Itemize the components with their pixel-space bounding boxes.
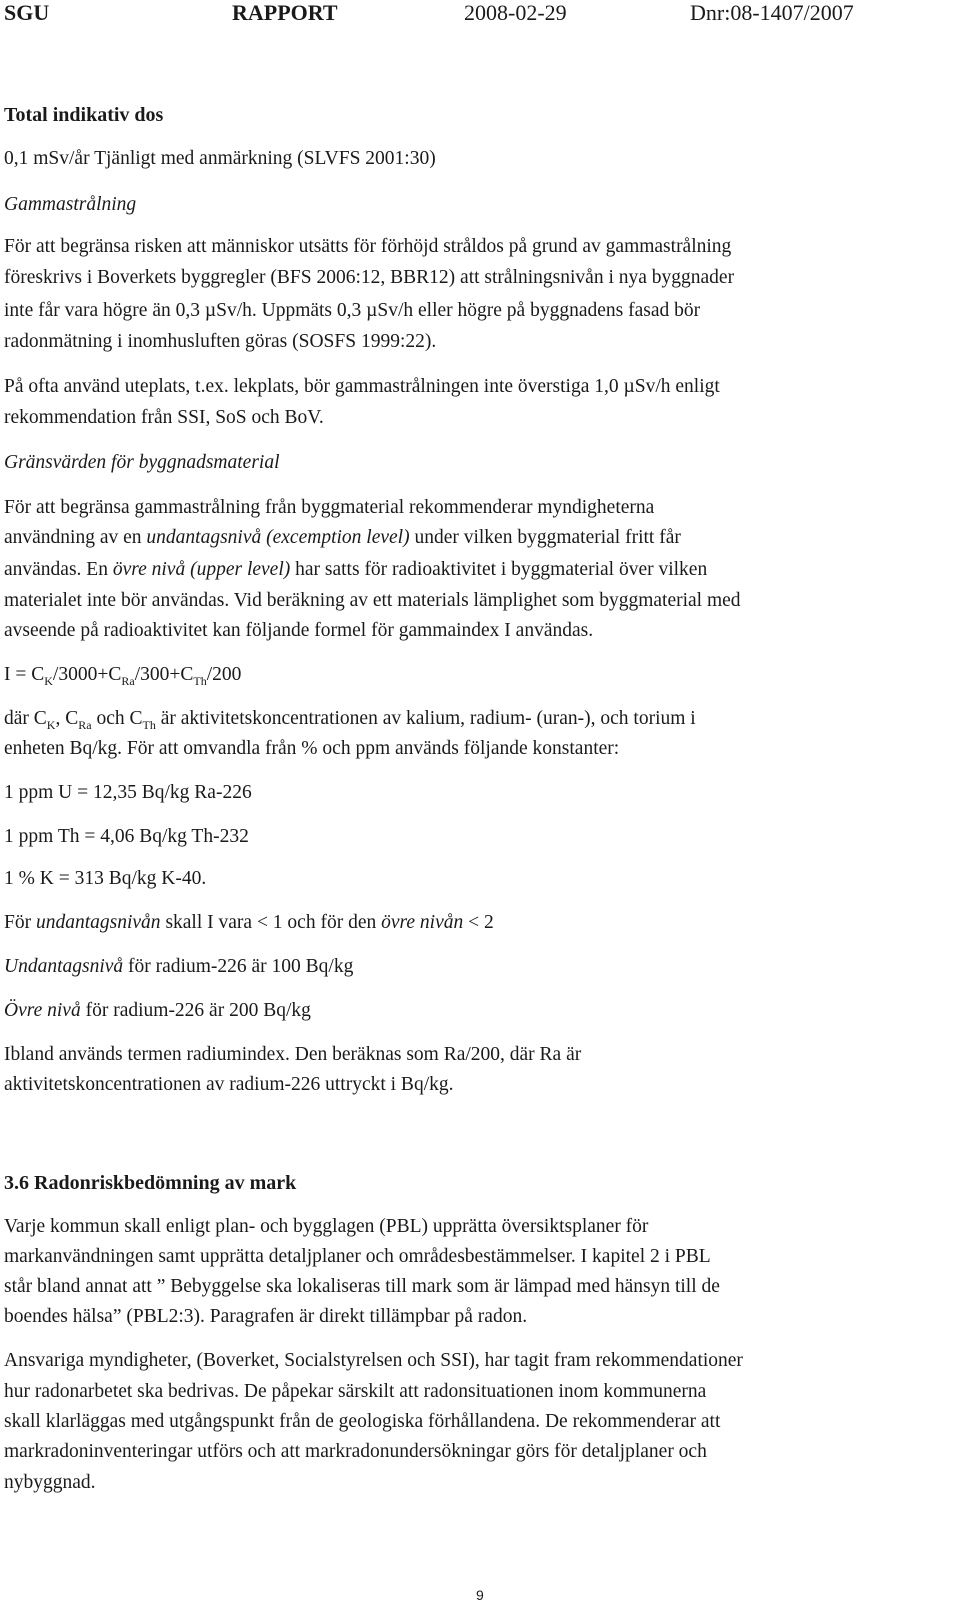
- gamma-p1-line2: föreskrivs i Boverkets byggregler (BFS 2006:12, BBR12) att strålningsnivån i nya byggnader: [4, 267, 735, 288]
- subheading-limits: Gränsvärden för byggnadsmaterial: [4, 452, 280, 473]
- page-number: 9: [476, 1587, 484, 1603]
- constant-thorium: 1 ppm Th = 4,06 Bq/kg Th-232: [4, 826, 249, 847]
- header-dnr: Dnr:08-1407/2007: [690, 0, 854, 25]
- sec36-p1-line1: Varje kommun skall enligt plan- och bygglagen (PBL) upprätta översiktsplaner för: [4, 1216, 649, 1237]
- formula-explanation-line1: där $C_K$, $C_{Ra}$ och $C_{Th}$ är aktivitetskoncentrationen av kalium, radium- (uran-), och torium i: [4, 708, 696, 732]
- total-dose-line: 0,1 mSv/år Tjänligt med anmärkning (SLVFS 2001:30): [4, 148, 436, 169]
- page-header: [0, 0, 960, 30]
- radium-index-line2: aktivitetskoncentrationen av radium-226 uttryckt i Bq/kg.: [4, 1074, 454, 1095]
- limits-line1: För att begränsa gammastrålning från byggmaterial rekommenderar myndigheterna: [4, 497, 655, 518]
- upper-level: Övre nivå för radium-226 är 200 Bq/kg: [4, 1000, 311, 1021]
- formula-explanation-line2: enheten Bq/kg. För att omvandla från % och ppm används följande konstanter:: [4, 738, 620, 759]
- gamma-p1-line3: inte får vara högre än 0,3 µSv/h. Uppmäts 0,3 µSv/h eller högre på byggnadens fasad bör: [4, 300, 701, 321]
- gamma-index-formula: $I = C_K/3000+C_{Ra}/300+C_{Th}/200$: [4, 664, 242, 688]
- index-rule: För undantagsnivån skall I vara < 1 och för den övre nivån < 2: [4, 912, 494, 933]
- header-doc-type: RAPPORT: [232, 0, 338, 25]
- sec36-p1-line4: boendes hälsa” (PBL2:3). Paragrafen är direkt tillämpbar på radon.: [4, 1306, 528, 1327]
- sec36-p2-line3: skall klarläggas med utgångspunkt från de geologiska förhållandena. De rekommenderar att: [4, 1411, 721, 1432]
- limits-line3: användas. En övre nivå (upper level) har satts för radioaktivitet i byggmaterial över vilken: [4, 559, 708, 580]
- sec36-p2-line2: hur radonarbetet ska bedrivas. De påpekar särskilt att radonsituationen inom kommunerna: [4, 1381, 707, 1402]
- sec36-p2-line4: markradoninventeringar utförs och att markradonundersökningar görs för detaljplaner och: [4, 1441, 707, 1462]
- gamma-p2-line1: På ofta använd uteplats, t.ex. lekplats, bör gammastrålningen inte överstiga 1,0 µSv/h enligt: [4, 376, 720, 397]
- constant-potassium: 1 % K = 313 Bq/kg K-40.: [4, 868, 207, 889]
- header-org: SGU: [4, 0, 50, 25]
- gamma-p2-line2: rekommendation från SSI, SoS och BoV.: [4, 407, 324, 428]
- gamma-p1-line4: radonmätning i inomhusluften göras (SOSFS 1999:22).: [4, 331, 437, 352]
- constant-uranium: 1 ppm U = 12,35 Bq/kg Ra-226: [4, 782, 252, 803]
- gamma-p1-line1: För att begränsa risken att människor utsätts för förhöjd stråldos på grund av gammastrålning: [4, 236, 732, 257]
- subheading-gamma: Gammastrålning: [4, 194, 137, 215]
- sec36-p2-line5: nybyggnad.: [4, 1472, 96, 1493]
- limits-line5: avseende på radioaktivitet kan följande formel för gammaindex I användas.: [4, 620, 594, 641]
- sec36-p1-line3: står bland annat att ” Bebyggelse ska lokaliseras till mark som är lämpad med hänsyn till de: [4, 1276, 720, 1297]
- exemption-level: Undantagsnivå för radium-226 är 100 Bq/kg: [4, 956, 354, 977]
- radium-index-line1: Ibland används termen radiumindex. Den beräknas som Ra/200, där Ra är: [4, 1044, 582, 1065]
- limits-line4: materialet inte bör användas. Vid beräkning av ett materials lämplighet som byggmaterial med: [4, 590, 741, 611]
- limits-line2: användning av en undantagsnivå (excemption level) under vilken byggmaterial fritt får: [4, 527, 681, 548]
- header-date: 2008-02-29: [464, 0, 567, 25]
- sec36-p2-line1: Ansvariga myndigheter, (Boverket, Socialstyrelsen och SSI), har tagit fram rekommendationer: [4, 1350, 743, 1371]
- sec36-p1-line2: markanvändningen samt upprätta detaljplaner och områdesbestämmelser. I kapitel 2 i PBL: [4, 1246, 711, 1267]
- section-heading-3-6: 3.6 Radonriskbedömning av mark: [4, 1172, 297, 1194]
- section-heading-total-dose: Total indikativ dos: [4, 104, 164, 126]
